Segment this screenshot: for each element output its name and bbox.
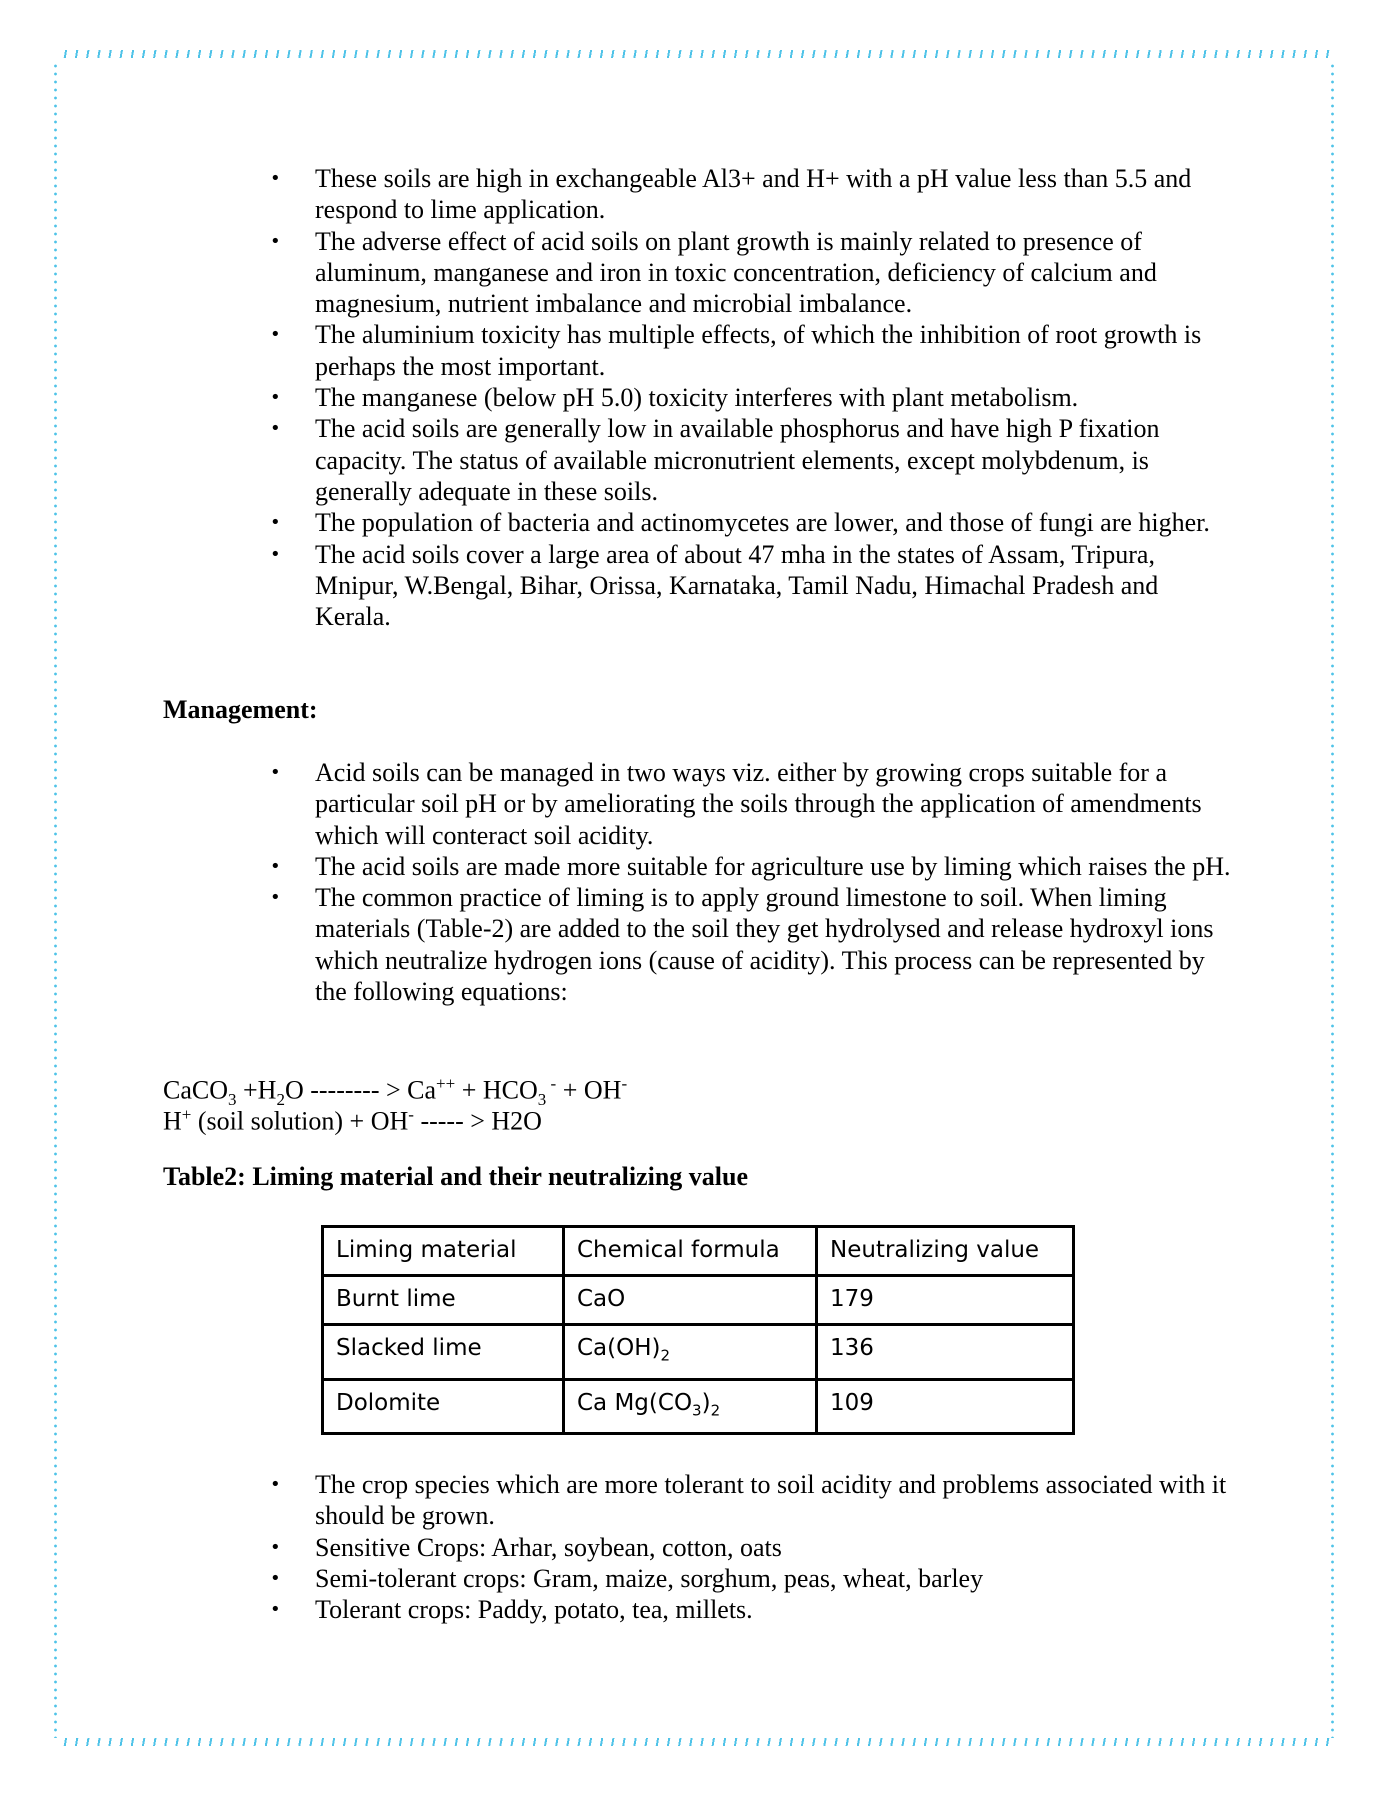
- list-item-text: The manganese (below pH 5.0) toxicity interferes with plant metabolism.: [315, 383, 1079, 413]
- list-item: [265, 1594, 1235, 1625]
- bullet-icon: •: [270, 168, 281, 189]
- list-item-text: The aluminium toxicity has multiple effects, of which the inhibition of root growth is perhaps the most important.: [315, 320, 1202, 381]
- list-item: [265, 757, 1235, 851]
- list-item: [265, 163, 1235, 226]
- table-row: [323, 1379, 1074, 1434]
- list-item: [265, 319, 1235, 382]
- equation-2: H+ (soil solution) + OH- ----- > H2O: [163, 1105, 542, 1136]
- list-item: [265, 507, 1235, 538]
- list-item-text: Sensitive Crops: Arhar, soybean, cotton, oats: [315, 1532, 782, 1562]
- bullet-icon: •: [270, 762, 281, 783]
- bullet-icon: •: [270, 418, 281, 440]
- bullet-icon: •: [270, 1536, 281, 1558]
- list-item: [265, 382, 1235, 413]
- page-border-right: [1331, 62, 1334, 1738]
- list-item-text: Semi-tolerant crops: Gram, maize, sorghum, peas, wheat, barley: [315, 1563, 984, 1593]
- table-cell-value: 179: [817, 1276, 1074, 1325]
- management-heading: Management:: [163, 695, 318, 724]
- page-border-bottom: [58, 1738, 1330, 1746]
- table-header-cell: Liming material: [323, 1227, 564, 1276]
- liming-table: [321, 1225, 1075, 1435]
- list-item-text: The acid soils are generally low in available phosphorus and have high P fixation capacity. The status of available micronutrient elements, except molybdenum, is generally adequate in these soils.: [315, 414, 1160, 506]
- page-border-left: [54, 62, 57, 1738]
- table-cell-material: Burnt lime: [323, 1276, 564, 1325]
- table-cell-material: Slacked lime: [323, 1325, 564, 1380]
- list-item-text: These soils are high in exchangeable Al3+ and H+ with a pH value less than 5.5 and respond to lime application.: [315, 164, 1192, 225]
- table-cell-formula: Ca $Mg(CO_3)_2$: [564, 1379, 817, 1434]
- list-item-text: The adverse effect of acid soils on plant growth is mainly related to presence of aluminum, manganese and iron in toxic concentration, deficiency of calcium and magnesium, nutrient imbalance and microbial imbalance.: [315, 226, 1157, 319]
- list-item-text: The acid soils are made more suitable for agriculture use by liming which raises the pH.: [315, 851, 1231, 881]
- table-row: [323, 1325, 1074, 1380]
- list-item-text: The crop species which are more tolerant to soil acidity and problems associated with it should be grown.: [315, 1470, 1227, 1531]
- table-header-cell: Chemical formula: [564, 1227, 817, 1276]
- bullet-icon: •: [270, 1474, 281, 1495]
- list-item-text: The population of bacteria and actinomycetes are lower, and those of fungi are higher.: [315, 508, 1210, 538]
- list-item: [265, 1563, 1235, 1594]
- bullet-icon: •: [270, 387, 281, 409]
- page-border-top: [58, 50, 1330, 58]
- table-row: [323, 1276, 1074, 1325]
- table-cell-value: 109: [817, 1379, 1074, 1434]
- list-item: [265, 1532, 1235, 1563]
- intro-bullet-list: [265, 163, 1235, 632]
- list-item-text: Acid soils can be managed in two ways viz. either by growing crops suitable for a particular soil pH or by ameliorating the soils through the application of amendments which will conteract soil acidity.: [315, 758, 1202, 850]
- table-cell-material: Dolomite: [323, 1379, 564, 1434]
- management-bullet-list: [265, 757, 1235, 1007]
- table-title: Table2: Liming material and their neutralizing value: [163, 1162, 749, 1191]
- bullet-icon: •: [270, 855, 281, 877]
- table-cell-formula: CaO: [564, 1276, 817, 1325]
- bullet-icon: •: [270, 230, 281, 252]
- equation-1: CaCO$_3$ $+H_2O$ -------- > $Ca^{++} + HCO_3$ - + OH-: [163, 1074, 628, 1109]
- bullet-icon: •: [270, 887, 281, 909]
- bullet-icon: •: [270, 512, 281, 534]
- list-item: [265, 851, 1235, 882]
- list-item-text: The common practice of liming is to apply ground limestone to soil. When liming materials (Table-2) are added to the soil they get hydrolysed and release hydroxyl ions which neutralize hydrogen ions (cause of acidity). This process can be represented by the following equations:: [315, 883, 1214, 1007]
- list-item: [265, 226, 1235, 320]
- table-header-cell: Neutralizing value: [817, 1227, 1074, 1276]
- list-item-text: Tolerant crops: Paddy, potato, tea, millets.: [315, 1595, 753, 1625]
- list-item: [265, 413, 1235, 507]
- list-item: [265, 882, 1235, 1007]
- bullet-icon: •: [270, 1567, 281, 1589]
- table-header-row: [323, 1227, 1074, 1276]
- list-item-text: The acid soils cover a large area of about 47 mha in the states of Assam, Tripura, Mnipur, W.Bengal, Bihar, Orissa, Karnataka, Tamil Nadu, Himachal Pradesh and Kerala.: [315, 539, 1159, 632]
- bullet-icon: •: [270, 1599, 281, 1621]
- table-cell-formula: $Ca(OH)_2$: [564, 1325, 817, 1380]
- list-item: [265, 539, 1235, 633]
- list-item: [265, 1469, 1235, 1532]
- bullet-icon: •: [270, 543, 281, 565]
- bullet-icon: •: [270, 324, 281, 346]
- crops-bullet-list: [265, 1469, 1235, 1625]
- table-cell-value: 136: [817, 1325, 1074, 1380]
